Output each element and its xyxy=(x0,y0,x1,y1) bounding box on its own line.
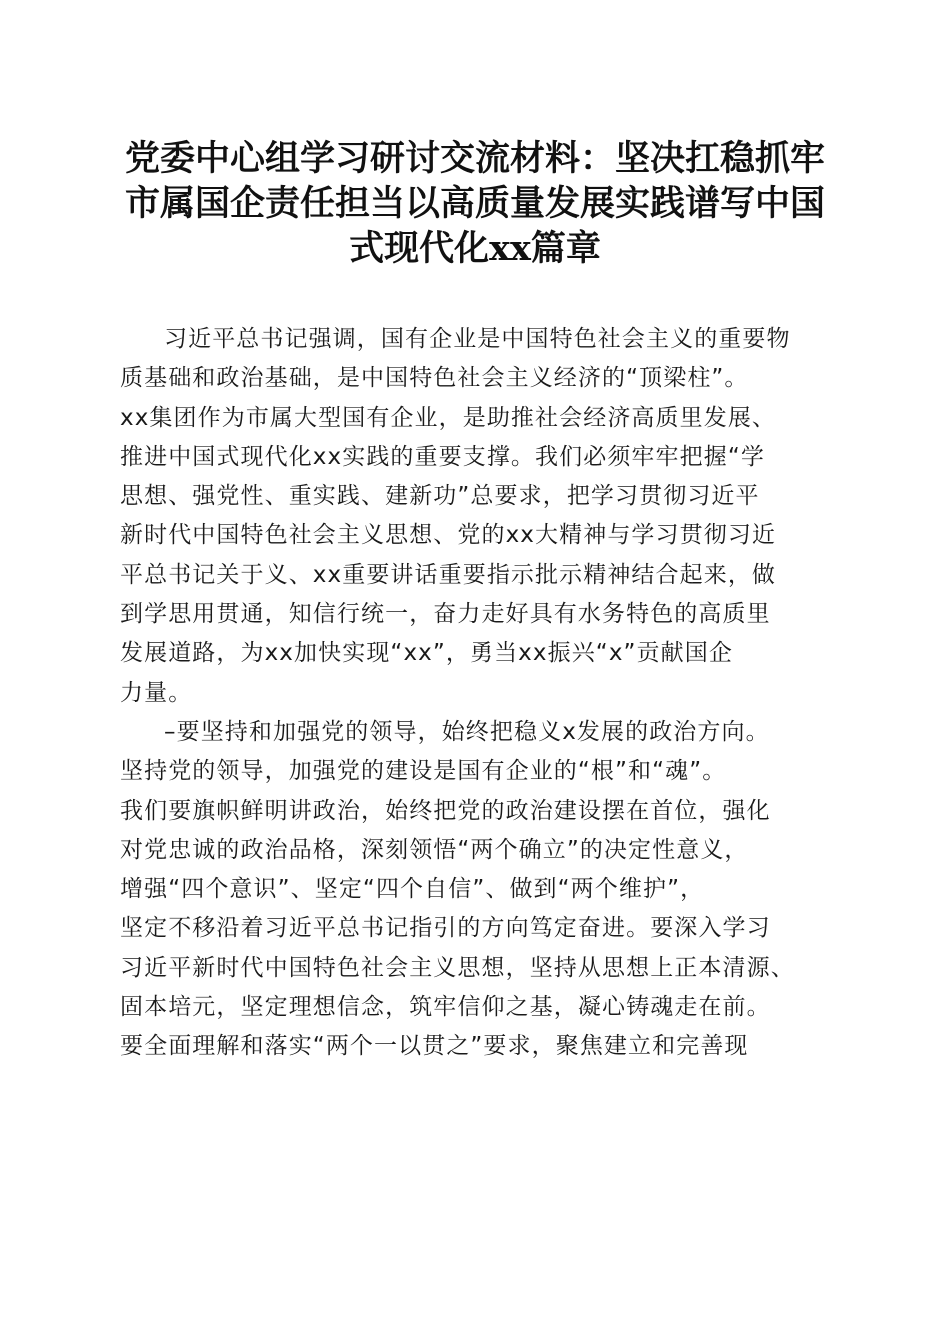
document-title xyxy=(100,136,850,271)
body-line: 习近平总书记强调，国有企业是中国特色社会主义的重要物 xyxy=(164,326,791,352)
title-line-1: 党委中心组学习研讨交流材料：坚决扛稳抓牢 xyxy=(124,138,825,179)
body-line: 质基础和政治基础，是中国特色社会主义经济的“顶梁柱”。 xyxy=(120,365,749,392)
body-line: 思想、强党性、重实践、建新功”总要求，把学习贯彻习近平 xyxy=(120,483,760,510)
body-line: 到学思用贯通，知信行统一，奋力走好具有水务特色的高质里 xyxy=(120,601,771,628)
body-line: –要坚持和加强党的领导，始终把稳义x发展的政治方向。 xyxy=(164,718,770,745)
body-line: 坚持党的领导，加强党的建设是国有企业的“根”和“魂”。 xyxy=(120,758,727,785)
body-line: 新时代中国特色社会主义思想、党的xx大精神与学习贯彻习近 xyxy=(120,522,777,549)
title-line-2: 市属国企责任担当以高质量发展实践谱写中国 xyxy=(124,183,825,224)
body-line: 力量。 xyxy=(120,679,193,706)
title-line-3: 式现代化xx篇章 xyxy=(349,228,601,269)
body-line: 平总书记关于义、xx重要讲话重要指示批示精神结合起来，做 xyxy=(120,561,777,588)
body-line: 坚定不移沿着习近平总书记指引的方向笃定奋进。要深入学习 xyxy=(120,915,771,942)
document-body xyxy=(120,320,840,1067)
body-line: 固本培元，坚定理想信念，筑牢信仰之基，凝心铸魂走在前。 xyxy=(120,994,771,1021)
body-line: 我们要旗帜鲜明讲政治，始终把党的政治建设摆在首位，强化 xyxy=(120,797,771,824)
body-line: 推进中国式现代化xx实践的重要支撑。我们必须牢牢把握“学 xyxy=(120,443,765,470)
body-line: 增强“四个意识”、坚定“四个自信”、做到“两个维护”， xyxy=(120,876,705,903)
body-line: 要全面理解和落实“两个一以贯之”要求，聚焦建立和完善现 xyxy=(120,1033,749,1060)
body-line: xx集团作为市属大型国有企业，是助推社会经济高质里发展、 xyxy=(120,404,777,431)
body-line: 对党忠诚的政治品格，深刻领悟“两个确立”的决定性意义， xyxy=(120,836,749,863)
body-line: 习近平新时代中国特色社会主义思想，坚持从思想上正本清源、 xyxy=(120,954,795,981)
body-line: 发展道路，为xx加快实现“xx”，勇当xx振兴“x”贡献国企 xyxy=(120,640,733,667)
